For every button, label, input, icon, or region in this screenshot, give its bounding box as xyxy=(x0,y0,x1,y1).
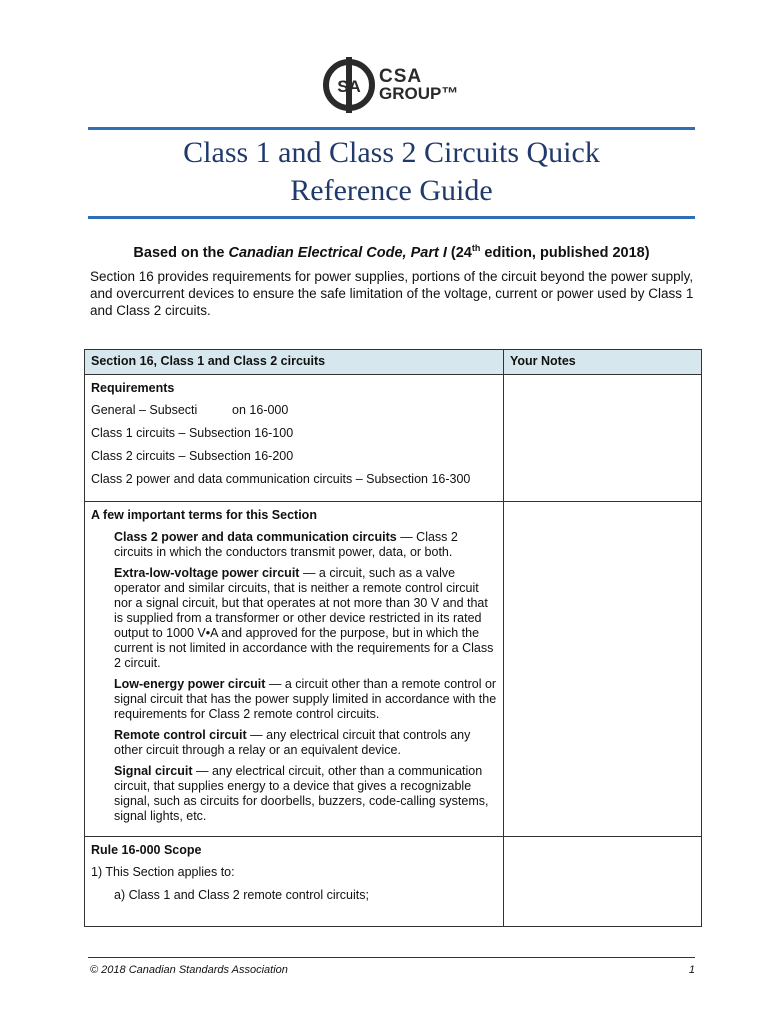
rule-heading: Rule 16-000 Scope xyxy=(91,843,202,857)
logo-line1: CSA xyxy=(379,66,423,87)
reference-table xyxy=(84,349,702,927)
footer-page-number: 1 xyxy=(688,964,695,976)
term-item xyxy=(114,566,497,671)
term-item xyxy=(114,530,497,560)
notes-cell[interactable] xyxy=(504,502,702,837)
terms-heading: A few important terms for this Section xyxy=(91,508,317,522)
term-name: Remote control circuit xyxy=(114,728,247,742)
header-section: Section 16, Class 1 and Class 2 circuits xyxy=(85,350,504,375)
page-title xyxy=(88,134,695,210)
table-row xyxy=(85,375,702,502)
table-row xyxy=(85,837,702,927)
term-name: Extra-low-voltage power circuit xyxy=(114,566,300,580)
intro-paragraph: Section 16 provides requirements for power supplies, portions of the circuit beyond the power supply, and overcurrent devices to ensure the safe limitation of the voltage, current or power used by Class 1 and Class 2 circuits. xyxy=(90,269,694,318)
requirements-heading: Requirements xyxy=(91,381,175,395)
table-row xyxy=(85,502,702,837)
term-definition: — a circuit, such as a valve operator and similar circuits, that is neither a remote control circuit nor a signal circuit, but that operates at not more than 30 V and that is supplied from a transformer or other device restricted in its rated output to 1000 V•A and approved for the purpose, but in which the current is not limited in accordance with the requirements for a Class 2 circuit. xyxy=(114,566,494,670)
subtitle-code-name: Canadian Electrical Code, Part I xyxy=(228,244,447,261)
term-item xyxy=(114,728,497,758)
term-item xyxy=(114,677,497,722)
subtitle-edition-rest: edition, published 2018) xyxy=(480,244,650,261)
rule-line: 1) This Section applies to: xyxy=(91,865,235,879)
term-name: Signal circuit xyxy=(114,764,193,778)
subtitle-edition: (24 xyxy=(446,244,472,261)
notes-cell[interactable] xyxy=(504,837,702,927)
subtitle-edition-sup: th xyxy=(471,243,481,253)
svg-text:SA: SA xyxy=(337,77,361,96)
term-definition: — any electrical circuit, other than a communication circuit, that supplies energy to a device that gives a recognizable signal, such as circuits for doorbells, buzzers, code-calling systems, signal lights, etc. xyxy=(114,764,489,823)
footer-copyright: © 2018 Canadian Standards Association xyxy=(90,964,288,976)
subtitle xyxy=(88,243,695,261)
logo-line2: GROUP™ xyxy=(379,84,459,103)
term-definition: — a circuit other than a remote control or signal circuit that has the power supply limited in accordance with the requirements for Class 2 remote control circuits. xyxy=(114,677,497,721)
footer-rule xyxy=(88,957,695,958)
csa-seal-icon xyxy=(323,55,375,115)
term-name: Low-energy power circuit xyxy=(114,677,266,691)
term-definition: — any electrical circuit that controls any other circuit through a relay or an equivalent device. xyxy=(114,728,471,757)
requirement-line: Class 1 circuits – Subsection 16-100 xyxy=(91,426,294,440)
requirement-line: Class 2 power and data communication circuits – Subsection 16-300 xyxy=(91,472,471,486)
title-line2: Reference Guide xyxy=(290,174,493,207)
requirement-line: Class 2 circuits – Subsection 16-200 xyxy=(91,449,294,463)
header-notes: Your Notes xyxy=(504,350,702,375)
title-top-rule xyxy=(88,127,695,130)
requirement-line: General – Subsecti on 16-000 xyxy=(91,403,289,417)
rule-subline: a) Class 1 and Class 2 remote control circuits; xyxy=(114,888,369,902)
title-bottom-rule xyxy=(88,216,695,219)
table-header-row xyxy=(85,350,702,375)
subtitle-prefix: Based on the xyxy=(133,244,229,261)
notes-cell[interactable] xyxy=(504,375,702,502)
term-name: Class 2 power and data communication circuits xyxy=(114,530,397,544)
term-definition: — Class 2 circuits in which the conductors transmit power, data, or both. xyxy=(114,530,458,559)
title-line1: Class 1 and Class 2 Circuits Quick xyxy=(183,136,600,169)
term-item xyxy=(114,764,497,824)
csa-group-logo xyxy=(323,55,458,115)
